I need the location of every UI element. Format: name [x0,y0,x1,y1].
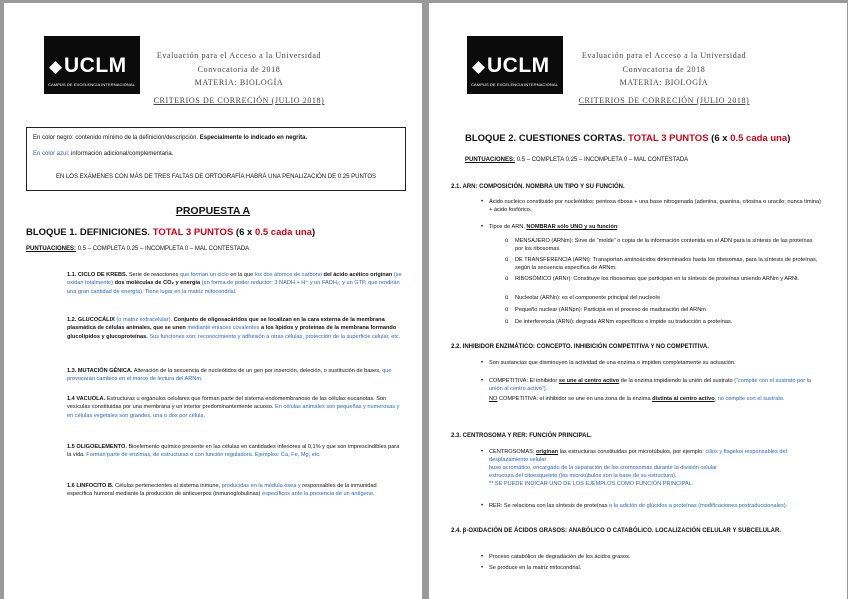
header-title: Evaluación para el Acceso a la Universidad [156,51,322,60]
header-call: Convocatoria de 2018 [197,65,281,74]
definition-linfocito: 1.6 LINFOCITO B. Células pertenecientes al sistema inmune, producidas en la médula ósea y responsables de la inmunidad específica humoral mediante la producción de anticuerpos (inmunoglobulinas) específicos ante la presencia de un antígeno. [67,483,377,498]
rna-pequeno-nuclear: Pequeño nuclear (ARNpn): Participa en el proceso de maduración del ARNm [515,307,706,313]
uclm-logo: ◆ UCLM CAMPUS DE EXCELENCIA INTERNACIONAL [44,36,140,94]
definition-vacuola: 1.4 VACUOLA. Estructuras u orgánulos celulares que forman parte del sistema endomembranoso de las células eucariotas. Son vesículas constituidas por una membrana y un interior predominantemente acuoso. En células animales son pequeñas y numerosas y en células vegetales son grandes, una o dos por célula. [67,396,400,419]
instructions-box [26,127,406,191]
rna-interferencia: De interferencia (ARNi): degrada ARNm específicos e impide su traducción a proteínas. [515,319,733,325]
block1-title: BLOQUE 1. DEFINICIONES. TOTAL 3 PUNTOS (6 x 0.5 cada una) [26,227,316,238]
exam-page-right: ◆ UCLM CAMPUS DE EXCELENCIA INTERNACIONAL Evaluación para el Acceso a la Universidad Convocatoria de 2018 MATERIA: BIOLOGÍA CRITERIOS DE CORRECIÓN (JULIO 2018) BLOQUE 2. CUESTIONES CORTAS. TOTAL 3 PUNTOS (6 x 0.5 cada una) PUNTUACIONES: 0.5 – COMPLETA 0.25 – INCOMPLETA 0 – MAL CONTESTADA 2.1. ARN: COMPOSICIÓN. NOMBRA UN TIPO Y SU FUNCIÓN. • Ácido nucleico constituido por nucleótidos: pentosa ribosa + una base nitrogenada (adenina, guanina, citosina o uracilo; nunca timina) + ácido fosfórico. • Tipos de ARN, NOMBRAR sólo UNO y su función: o MENSAJERO (ARNm): Sirve de “molde” o copia de la información contenida en el ADN para la síntesis de las proteínas por los ribosomas. o DE TRANSFERENCIA (ARNt): Transportan aminoácidos determinados hasta los ribosomas, para la síntesis de proteínas, según la secuencia específica de ARNm. o RIBOSÓMICO (ARNr): Constituye los ribosomas que participan en la síntesis de proteínas uniendo ARNm y ARNt. o Nucleolar (ARNn): es el componente principal del nucleolo o Pequeño nuclear (ARNpn): Participa en el proceso de maduración del ARNm o De interferencia (ARNi): degrada ARNm específicos e impide su traducción a proteínas. 2.2. INHIBIDOR ENZIMÁTICO: CONCEPTO. INHIBICIÓN COMPETITIVA Y NO COMPETITIVA. • Son sustancias que disminuyen la actividad de una enzima o impiden completamente su actuación. • COMPETITIVA: El inhibidor se une al centro activo de la enzima impidiendo la unión del sustrato (“compite con el sustrato por la unión al centro activo”). NO COMPETITIVA: el inhibidor se une en una zona de la enzima distinta al centro activo, no compite con el sustrato. 2.3. CENTROSOMA Y RER: FUNCIÓN PRINCIPAL. • CENTROSOMAS: originan las estructuras constituidas por microtúbulos, por ejemplo: cilios y flagelos responsables del desplazamiento celular huso acromático, encargado de la separación de los cromosomas durante la división celular estructura del citoesqueleto (los microtúbulos son la base de su estructura). ** SE PUEDE INDICAR UNO DE LOS EJEMPLOS COMO FUNCIÓN PRINCIPAL. • RER: Se relaciona con las síntesis de proteínas o la adición de glúcidos a proteínas (modificaciones postraduccionales). 2.4. β-OXIDACIÓN DE ÁCIDOS GRASOS: ANABÓLICO O CATABÓLICO. LOCALIZACIÓN CELULAR Y SUBCELULAR. • Proceso catabólico de degradación de los ácidos grasos. • Se produce en la matriz mitocondrial. [429,3,847,599]
q2-non-competitive: NO COMPETITIVA: el inhibidor se une en una zona de la enzima distinta al centro activo, no compite con el sustrato. [489,396,785,402]
question-2-2-title: 2.2. INHIBIDOR ENZIMÁTICO: CONCEPTO. INHIBICIÓN COMPETITIVA Y NO COMPETITIVA. [451,344,709,350]
q2-competitive: COMPETITIVA: El inhibidor se une al centro activo de la enzima impidiendo la unión del sustrato (“compite con el sustrato por la unión al centro activo”). [489,378,812,392]
rna-ribosomico: RIBOSÓMICO (ARNr): Constituye los ribosomas que participan en la síntesis de proteínas uniendo ARNm y ARNt. [515,276,800,282]
definition-oligoelemento: 1.5 OLIGOELEMENTO. Bioelemento químico presente en las células en cantidades inferiores al 0,1% y que son imprescindibles para la vida. Forman parte de enzimas, de estructuras o con función reguladora. Ejemplos: Ca, Fe, Mg, etc. [67,444,400,459]
note-black: En color negro: contenido mínimo de la definición/descripción. Especialmente lo indicado en negrita. [33,135,308,141]
uclm-logo: ◆ UCLM CAMPUS DE EXCELENCIA INTERNACIONAL [467,36,563,94]
definition-krebs: 1.1. CICLO DE KREBS. Serie de reacciones que forman un ciclo en la que los dos átomos de carbono del ácido acético originan (se oxidan totalmente) dos moléculas de CO₂ y energía (en forma de poder reductor: 3 NADH + H⁺ y un FADH₂; y un GTP, que rendirán una gran cantidad de energía). Tiene lugar en la matriz mitocondrial. [67,272,402,295]
q4-catabolic: Proceso catabólico de degradación de los ácidos grasos. [489,554,631,560]
block2-title: BLOQUE 2. CUESTIONES CORTAS. TOTAL 3 PUNTOS (6 x 0.5 cada una) [465,133,791,144]
definition-mutacion: 1.3. MUTACIÓN GÉNICA. Alteración de la secuencia de nucleótidos de un gen por inserción, deleción, o sustitución de bases, que provocarán cambios en el marco de lectura del ARNm. [67,368,392,383]
header-subject: MATERIA: BIOLOGÍA [619,78,709,87]
rna-nucleolar: Nucleolar (ARNn): es el componente principal del nucleolo [515,295,660,301]
header-criteria: CRITERIOS DE CORRECIÓN (JULIO 2018) [153,96,325,105]
logo-diamond-icon: ◆ [472,57,486,76]
rna-mensajero: MENSAJERO (ARNm): Sirve de “molde” o copia de la información contenida en el ADN para la síntesis de las proteínas por los ribosomas. [515,238,813,252]
block2-scores: PUNTUACIONES: 0.5 – COMPLETA 0.25 – INCOMPLETA 0 – MAL CONTESTADA [465,157,689,163]
header-call: Convocatoria de 2018 [622,65,706,74]
question-2-4-title: 2.4. β-OXIDACIÓN DE ÁCIDOS GRASOS: ANABÓLICO O CATABÓLICO. LOCALIZACIÓN CELULAR Y SUBCELULAR. [451,528,782,534]
q1-types: Tipos de ARN, NOMBRAR sólo UNO y su función: [489,224,619,230]
definition-glucocalix: 1.2. GLUCOCÁLIX (o matriz extracelular). Conjunto de oligosacáridos que se localizan en la cara externa de la membrana plasmática de células animales, que se unen mediante enlaces covalentes a los lípidos y proteínas de la membrana formando glucolípidos y glucoproteínas. Sus funciones son: reconocimiento y adhesión a otras células, protección de la superficie celular, etc. [67,317,401,340]
proposal-title: PROPUESTA A [175,205,251,217]
question-2-1-title: 2.1. ARN: COMPOSICIÓN. NOMBRA UN TIPO Y SU FUNCIÓN. [451,184,625,190]
note-blue: En color azul: información adicional/complementaria. [33,151,174,157]
rna-transferencia: DE TRANSFERENCIA (ARNt): Transportan aminoácidos determinados hasta los ribosomas, para la síntesis de proteínas, según la secuencia específica de ARNm. [515,257,818,271]
q3-centrosoma: CENTROSOMAS: originan las estructuras constituidas por microtúbulos, por ejemplo: cilios y flagelos responsables del desplazamiento celular huso acromático, encargado de la separación de los cromosomas durante la división celular estructura del citoesqueleto (los microtúbulos son la base de su estructura). ** SE PUEDE INDICAR UNO DE LOS EJEMPLOS COMO FUNCIÓN PRINCIPAL. [489,449,787,487]
block1-scores: PUNTUACIONES: 0.5 – COMPLETA 0.25 – INCOMPLETA 0 – MAL CONTESTADA [26,246,250,252]
header-criteria: CRITERIOS DE CORRECIÓN (JULIO 2018) [578,96,750,105]
q2-concept: Son sustancias que disminuyen la actividad de una enzima o impiden completamente su actuación. [489,360,736,366]
logo-diamond-icon: ◆ [49,57,63,76]
header-title: Evaluación para el Acceso a la Universidad [581,51,747,60]
q3-rer: RER: Se relaciona con las síntesis de proteínas o la adición de glúcidos a proteínas (modificaciones postraduccionales). [489,503,788,509]
header-subject: MATERIA: BIOLOGÍA [194,78,284,87]
q1-composition: Ácido nucleico constituido por nucleótidos: pentosa ribosa + una base nitrogenada (adenina, guanina, citosina o uracilo; nunca timina) + ácido fosfórico. [489,199,821,213]
question-2-3-title: 2.3. CENTROSOMA Y RER: FUNCIÓN PRINCIPAL. [451,433,592,439]
q4-location: Se produce en la matriz mitocondrial. [489,565,582,571]
exam-page-left [4,3,422,599]
note-spelling: EN LOS EXÁMENES CON MÁS DE TRES FALTAS DE ORTOGRAFÍA HABRÁ UNA PENALIZACIÓN DE 0.25 PUNTOS [55,174,377,180]
